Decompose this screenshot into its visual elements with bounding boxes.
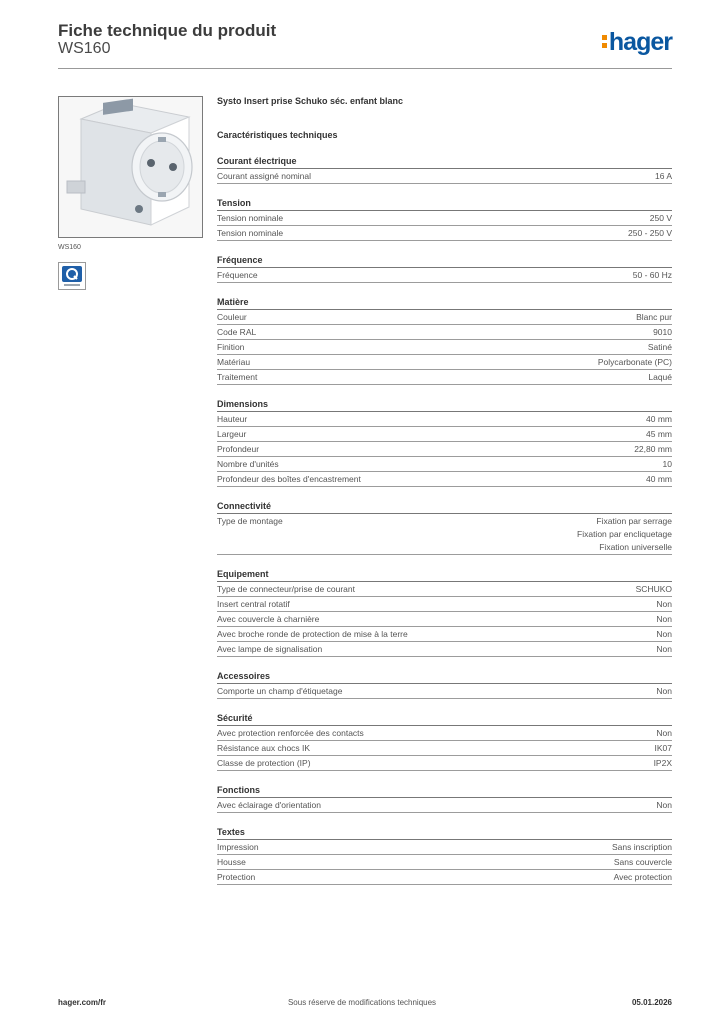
tech-heading: Caractéristiques techniques bbox=[217, 130, 338, 140]
spec-row bbox=[217, 457, 672, 472]
spec-value-line: Fixation par encliquetage bbox=[577, 529, 672, 539]
section-title: Accessoires bbox=[217, 670, 672, 684]
quality-label-icon bbox=[58, 262, 86, 290]
spec-value-line: Blanc pur bbox=[636, 312, 672, 322]
spec-row bbox=[217, 627, 672, 642]
spec-label: Résistance aux chocs IK bbox=[217, 743, 311, 753]
spec-label: Housse bbox=[217, 857, 246, 867]
spec-label: Tension nominale bbox=[217, 228, 284, 238]
spec-value bbox=[663, 458, 672, 471]
spec-sections bbox=[217, 155, 672, 885]
spec-value-line: Avec protection bbox=[613, 872, 672, 882]
spec-label: Avec lampe de signalisation bbox=[217, 644, 323, 654]
spec-value bbox=[636, 583, 672, 596]
spec-value-line: Fixation par serrage bbox=[596, 516, 672, 526]
spec-label: Tension nominale bbox=[217, 213, 284, 223]
spec-section bbox=[217, 712, 672, 771]
spec-row bbox=[217, 370, 672, 385]
spec-section bbox=[217, 155, 672, 184]
spec-label: Courant assigné nominal bbox=[217, 171, 312, 181]
spec-row bbox=[217, 597, 672, 612]
spec-section bbox=[217, 670, 672, 699]
spec-row bbox=[217, 340, 672, 355]
spec-value bbox=[656, 628, 672, 641]
spec-value bbox=[656, 613, 672, 626]
product-content bbox=[217, 94, 672, 885]
spec-section bbox=[217, 254, 672, 283]
spec-label: Type de connecteur/prise de courant bbox=[217, 584, 355, 594]
spec-section bbox=[217, 197, 672, 241]
section-title: Fréquence bbox=[217, 254, 672, 268]
spec-label: Avec broche ronde de protection de mise à la terre bbox=[217, 629, 408, 639]
spec-section bbox=[217, 784, 672, 813]
spec-row bbox=[217, 226, 672, 241]
spec-label: Protection bbox=[217, 872, 256, 882]
spec-value bbox=[636, 311, 672, 324]
spec-label: Profondeur bbox=[217, 444, 260, 454]
spec-label: Avec couvercle à charnière bbox=[217, 614, 320, 624]
spec-label: Insert central rotatif bbox=[217, 599, 290, 609]
spec-row bbox=[217, 514, 672, 555]
spec-value-line: Sans inscription bbox=[611, 842, 672, 852]
spec-value bbox=[646, 473, 672, 486]
spec-row bbox=[217, 726, 672, 741]
spec-label: Traitement bbox=[217, 372, 258, 382]
spec-row bbox=[217, 642, 672, 657]
spec-row bbox=[217, 855, 672, 870]
spec-section bbox=[217, 568, 672, 657]
spec-row bbox=[217, 840, 672, 855]
spec-label: Comporte un champ d'étiquetage bbox=[217, 686, 343, 696]
spec-value bbox=[656, 643, 672, 656]
spec-value bbox=[646, 428, 672, 441]
spec-value bbox=[628, 227, 672, 240]
spec-value-line: Sans couvercle bbox=[613, 857, 672, 867]
page-title: Fiche technique du produit bbox=[58, 21, 277, 40]
spec-value-line: 40 mm bbox=[646, 414, 672, 424]
section-title: Sécurité bbox=[217, 712, 672, 726]
spec-label: Matériau bbox=[217, 357, 251, 367]
spec-value bbox=[656, 685, 672, 698]
spec-row bbox=[217, 310, 672, 325]
spec-row bbox=[217, 412, 672, 427]
spec-label: Largeur bbox=[217, 429, 247, 439]
spec-label: Impression bbox=[217, 842, 259, 852]
spec-row bbox=[217, 612, 672, 627]
spec-value bbox=[577, 515, 672, 554]
logo-dots-icon bbox=[602, 32, 607, 48]
product-reference: WS160 bbox=[58, 40, 111, 57]
spec-row bbox=[217, 798, 672, 813]
spec-value-line: Non bbox=[656, 599, 672, 609]
footer-date: 05.01.2026 bbox=[631, 998, 672, 1007]
spec-value bbox=[633, 269, 672, 282]
spec-value bbox=[614, 856, 672, 869]
spec-section bbox=[217, 296, 672, 385]
spec-value bbox=[656, 727, 672, 740]
spec-row bbox=[217, 870, 672, 885]
spec-value-line: 22,80 mm bbox=[634, 444, 672, 454]
spec-value-line: 45 mm bbox=[646, 429, 672, 439]
section-title: Textes bbox=[217, 826, 672, 840]
spec-value-line: 40 mm bbox=[646, 474, 672, 484]
spec-label: Finition bbox=[217, 342, 245, 352]
section-title: Connectivité bbox=[217, 500, 672, 514]
spec-row bbox=[217, 442, 672, 457]
spec-value-line: Satiné bbox=[647, 342, 672, 352]
spec-section bbox=[217, 500, 672, 555]
product-name: Systo Insert prise Schuko séc. enfant blanc bbox=[217, 96, 404, 106]
spec-row bbox=[217, 427, 672, 442]
spec-label: Nombre d'unités bbox=[217, 459, 279, 469]
spec-value-line: Laqué bbox=[648, 372, 672, 382]
schuko-socket-icon bbox=[59, 97, 202, 237]
spec-value bbox=[614, 871, 672, 884]
spec-row bbox=[217, 582, 672, 597]
spec-value-line: 50 - 60 Hz bbox=[632, 270, 672, 280]
spec-value-line: 16 A bbox=[654, 171, 672, 181]
spec-value-line: Non bbox=[656, 629, 672, 639]
spec-section bbox=[217, 398, 672, 487]
section-title: Matière bbox=[217, 296, 672, 310]
spec-value-line: Non bbox=[656, 728, 672, 738]
spec-value-line: 9010 bbox=[653, 327, 672, 337]
spec-value bbox=[648, 341, 672, 354]
spec-value bbox=[650, 212, 672, 225]
spec-label: Avec éclairage d'orientation bbox=[217, 800, 322, 810]
spec-value-line: IP2X bbox=[653, 758, 672, 768]
spec-value bbox=[656, 799, 672, 812]
section-title: Fonctions bbox=[217, 784, 672, 798]
section-title: Equipement bbox=[217, 568, 672, 582]
spec-value-line: Non bbox=[656, 686, 672, 696]
spec-label: Classe de protection (IP) bbox=[217, 758, 311, 768]
spec-label: Hauteur bbox=[217, 414, 248, 424]
spec-label: Profondeur des boîtes d'encastrement bbox=[217, 474, 361, 484]
section-title: Tension bbox=[217, 197, 672, 211]
spec-value bbox=[634, 443, 672, 456]
spec-row bbox=[217, 325, 672, 340]
spec-label: Couleur bbox=[217, 312, 247, 322]
spec-label: Type de montage bbox=[217, 516, 283, 526]
spec-row bbox=[217, 756, 672, 771]
spec-value-line: 10 bbox=[662, 459, 672, 469]
spec-row bbox=[217, 211, 672, 226]
header-divider bbox=[58, 68, 672, 69]
spec-label: Code RAL bbox=[217, 327, 257, 337]
spec-section bbox=[217, 826, 672, 885]
spec-row bbox=[217, 741, 672, 756]
spec-value bbox=[654, 757, 672, 770]
footer-website: hager.com/fr bbox=[58, 998, 107, 1007]
spec-row bbox=[217, 472, 672, 487]
spec-label: Avec protection renforcée des contacts bbox=[217, 728, 364, 738]
spec-value-line: Non bbox=[656, 644, 672, 654]
spec-value bbox=[656, 598, 672, 611]
spec-row bbox=[217, 169, 672, 184]
spec-value bbox=[612, 841, 672, 854]
spec-value bbox=[655, 742, 673, 755]
spec-value bbox=[653, 326, 672, 339]
footer-notice: Sous réserve de modifications techniques bbox=[287, 998, 437, 1007]
spec-row bbox=[217, 268, 672, 283]
spec-value-line: Non bbox=[656, 614, 672, 624]
spec-value bbox=[646, 413, 672, 426]
section-title: Courant électrique bbox=[217, 155, 672, 169]
spec-row bbox=[217, 684, 672, 699]
spec-value-line: SCHUKO bbox=[635, 584, 672, 594]
hager-logo bbox=[602, 28, 672, 57]
spec-value-line: 250 - 250 V bbox=[628, 228, 672, 238]
section-title: Dimensions bbox=[217, 398, 672, 412]
spec-value-line: 250 V bbox=[649, 213, 672, 223]
spec-row bbox=[217, 355, 672, 370]
spec-value-line: IK07 bbox=[654, 743, 672, 753]
spec-value-line: Non bbox=[656, 800, 672, 810]
spec-label: Fréquence bbox=[217, 270, 258, 280]
spec-value-line: Fixation universelle bbox=[599, 542, 672, 552]
spec-value-line: Polycarbonate (PC) bbox=[597, 357, 672, 367]
spec-value bbox=[598, 356, 672, 369]
spec-value bbox=[655, 170, 672, 183]
product-image bbox=[58, 96, 203, 238]
image-caption: WS160 bbox=[58, 244, 81, 251]
spec-value bbox=[648, 371, 672, 384]
logo-text: hager bbox=[608, 28, 672, 56]
